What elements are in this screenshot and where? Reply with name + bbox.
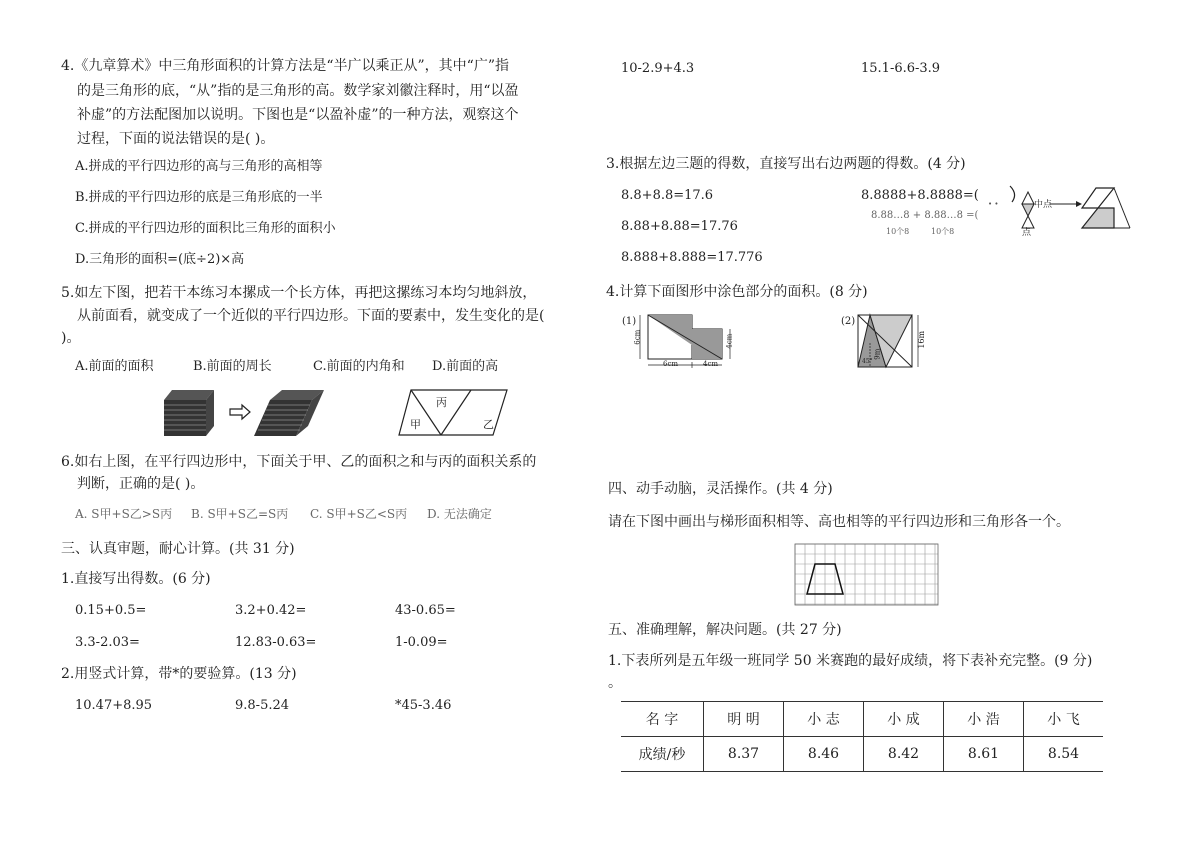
midpoint-figure: [988, 184, 1138, 240]
dim-label: 9m: [873, 348, 882, 360]
calc-item: 10-2.9+4.3: [621, 61, 695, 76]
ask-equation: 8.8888+8.8888=(: [861, 188, 979, 203]
given-equation: 8.888+8.888=17.776: [621, 250, 763, 265]
q5-option-d[interactable]: D.前面的高: [432, 359, 499, 374]
table-cell: 8.46: [784, 737, 864, 772]
s5-q1-tail: 。: [608, 675, 622, 691]
dim-label: 4cm: [725, 333, 734, 349]
q4-line-3: 补虚”的方法配图加以说明。下图也是“以盈补虚”的一种方法，观察这个: [77, 107, 519, 123]
calc-item: 1-0.09=: [395, 635, 448, 650]
table-header-cell: 明 明: [704, 702, 784, 737]
q4-line-4: 过程，下面的说法错误的是( )。: [77, 131, 275, 147]
label-yi: 乙: [483, 418, 494, 431]
dim-label: 6cm: [633, 329, 642, 345]
table-header-cell: 小 志: [784, 702, 864, 737]
table-header-cell: 小 成: [864, 702, 944, 737]
q4-option-b[interactable]: B.拼成的平行四边形的底是三角形底的一半: [75, 190, 323, 205]
table-cell: 8.54: [1024, 737, 1104, 772]
q4-line-1: 4.《九章算术》中三角形面积的计算方法是“半广以乘正从”，其中“广”指: [61, 58, 509, 74]
trapezoid-grid: [794, 543, 939, 606]
table-cell: 8.61: [944, 737, 1024, 772]
q6-option-a[interactable]: A. S甲+S乙>S丙: [75, 507, 173, 521]
q5-line-3: )。: [61, 330, 81, 346]
s5-q1-text: 1.下表所列是五年级一班同学 50 米赛跑的最好成绩，将下表补充完整。(9 分): [608, 653, 1093, 669]
vertical-calc-item: *45-3.46: [395, 698, 452, 713]
q5-line-1: 5.如左下图，把若干本练习本摞成一个长方体，再把这摞练习本均匀地斜放，: [61, 285, 537, 301]
table-row: [621, 737, 1103, 772]
s3-q2-title: 2.用竖式计算，带*的要验算。(13 分): [61, 666, 297, 682]
table-header-cell: 名 字: [621, 702, 704, 737]
calc-item: 15.1-6.6-3.9: [861, 61, 941, 76]
q4-option-d[interactable]: D.三角形的面积=(底÷2)×高: [75, 252, 245, 267]
dim-label: 45°: [862, 358, 873, 365]
table-header-cell: 小 飞: [1024, 702, 1104, 737]
vertical-calc-item: 10.47+8.95: [75, 698, 153, 713]
q5-option-c[interactable]: C.前面的内角和: [313, 359, 405, 374]
section4-desc: 请在下图中画出与梯形面积相等、高也相等的平行四边形和三角形各一个。: [608, 514, 1070, 530]
table-cell: 成绩/秒: [621, 737, 704, 772]
calc-item: 3.2+0.42=: [235, 603, 307, 618]
book-stack-figure: [160, 386, 345, 438]
table-header-cell: 小 浩: [944, 702, 1024, 737]
section3-title: 三、认真审题，耐心计算。(共 31 分): [61, 541, 295, 557]
q4-option-a[interactable]: A.拼成的平行四边形的高与三角形的高相等: [75, 159, 323, 174]
fig2-label: (2): [841, 316, 856, 327]
svg-text:• •: • •: [988, 200, 999, 208]
q5-line-2: 从前面看，就变成了一个近似的平行四边形。下面的要素中，发生变化的是(: [77, 308, 545, 324]
fig1-label: (1): [622, 316, 637, 327]
q6-option-d[interactable]: D. 无法确定: [427, 507, 492, 521]
label-jia: 甲: [410, 418, 421, 431]
midpoint-label: 中点: [1034, 200, 1053, 210]
vertical-calc-item: 9.8-5.24: [235, 698, 290, 713]
calc-item: 0.15+0.5=: [75, 603, 147, 618]
q5-option-b[interactable]: B.前面的周长: [193, 359, 272, 374]
dim-label: 6cm: [663, 360, 679, 368]
q4-line-2: 的是三角形的底，“从”指的是三角形的高。数学家刘徽注释时，用“以盈: [77, 83, 519, 99]
table-row: [621, 702, 1103, 737]
table-cell: 8.37: [704, 737, 784, 772]
q4-option-c[interactable]: C.拼成的平行四边形的面积比三角形的面积小: [75, 221, 336, 236]
dim-label: 4cm: [703, 360, 719, 368]
q6-option-b[interactable]: B. S甲+S乙=S丙: [191, 507, 289, 521]
dim-label: 16m: [917, 330, 927, 349]
s3-q1-title: 1.直接写出得数。(6 分): [61, 571, 211, 587]
q5-option-a[interactable]: A.前面的面积: [75, 359, 154, 374]
calc-item: 43-0.65=: [395, 603, 456, 618]
section4-title: 四、动手动脑，灵活操作。(共 4 分): [608, 481, 833, 497]
calc-item: 3.3-2.03=: [75, 635, 140, 650]
q6-line-1: 6.如右上图，在平行四边形中，下面关于甲、乙的面积之和与丙的面积关系的: [61, 454, 537, 470]
given-equation: 8.8+8.8=17.6: [621, 188, 714, 203]
q6-line-2: 判断，正确的是( )。: [77, 476, 205, 492]
r-q4-title: 4.计算下面图形中涂色部分的面积。(8 分): [606, 284, 868, 300]
r-q3-title: 3.根据左边三题的得数，直接写出右边两题的得数。(4 分): [606, 156, 966, 172]
score-table: [621, 701, 1103, 772]
count-label: 10个8: [931, 227, 955, 236]
ask-equation-2: 8.88…8 + 8.88…8 =(: [871, 210, 979, 221]
given-equation: 8.88+8.88=17.76: [621, 219, 738, 234]
count-label: 10个8: [886, 227, 910, 236]
q6-option-c[interactable]: C. S甲+S乙<S丙: [310, 507, 408, 521]
label-bing: 丙: [436, 396, 447, 409]
point-label: 点: [1022, 228, 1032, 238]
table-cell: 8.42: [864, 737, 944, 772]
calc-item: 12.83-0.63=: [235, 635, 317, 650]
section5-title: 五、准确理解，解决问题。(共 27 分): [608, 622, 842, 638]
